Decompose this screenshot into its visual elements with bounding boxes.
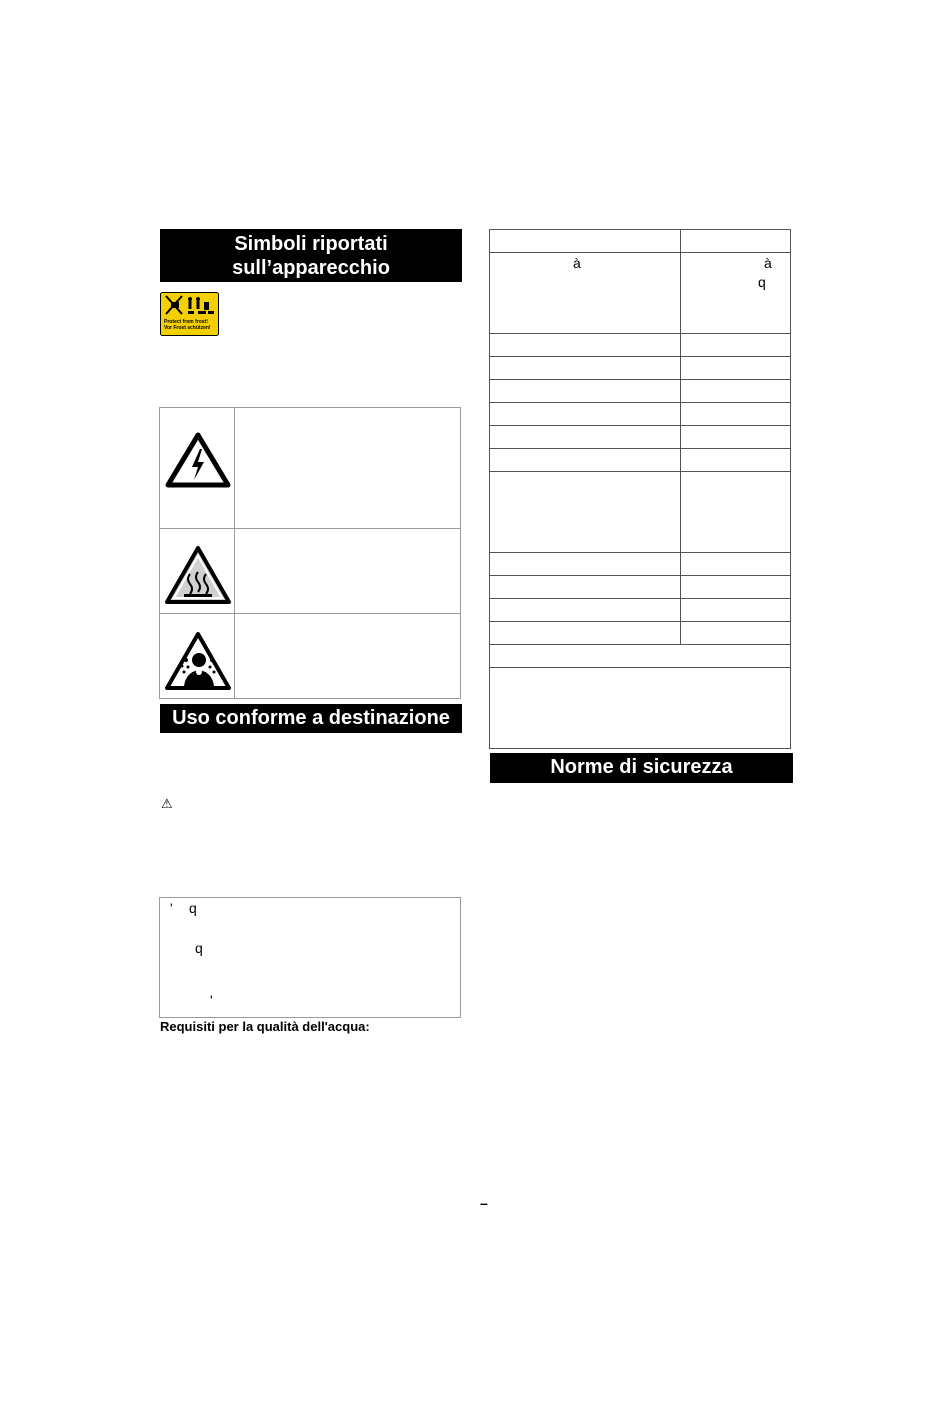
- section-heading-symbols: [160, 229, 462, 282]
- frost-sticker-line2: Vor Frost schützen!: [164, 325, 211, 331]
- page-number-mark: –: [480, 1195, 488, 1211]
- table-cell-row2-right-text-2: q: [758, 274, 766, 290]
- section-heading-intended-use: [160, 704, 462, 733]
- note-box-glyph-3: q: [195, 940, 203, 956]
- note-box-glyph-4: ': [210, 992, 213, 1008]
- section-heading-safety: [490, 753, 793, 783]
- hot-surface-warning-icon: [164, 544, 232, 606]
- section-heading-intended-use-text: Uso conforme a destinazione: [172, 707, 450, 729]
- section-heading-symbols-text: Simboli riportati sull’apparecchio: [232, 233, 390, 279]
- water-quality-label: Requisiti per la qualità dell'acqua:: [160, 1019, 370, 1034]
- toxic-fumes-warning-icon: [164, 630, 232, 692]
- symbols-table-divider-vertical: [234, 408, 235, 698]
- warning-glyph: ⚠: [161, 796, 173, 811]
- frost-sticker-line1: Protect from frost!: [164, 319, 208, 325]
- section-heading-safety-text: Norme di sicurezza: [550, 756, 733, 778]
- symbols-table: [159, 407, 461, 699]
- frost-warning-sticker: [160, 292, 219, 336]
- table-cell-row2-left-text: à: [573, 255, 581, 271]
- note-box: [159, 897, 461, 1018]
- technical-data-table-grid: [489, 229, 791, 749]
- table-cell-row2-right-text-1: à: [764, 255, 772, 271]
- symbols-table-row-divider-2: [160, 613, 460, 614]
- note-box-glyph-2: q: [189, 900, 197, 916]
- technical-data-table: [489, 229, 791, 749]
- electric-shock-warning-icon: [165, 432, 231, 488]
- symbols-table-row-divider-1: [160, 528, 460, 529]
- note-box-glyph-1: ': [170, 900, 173, 916]
